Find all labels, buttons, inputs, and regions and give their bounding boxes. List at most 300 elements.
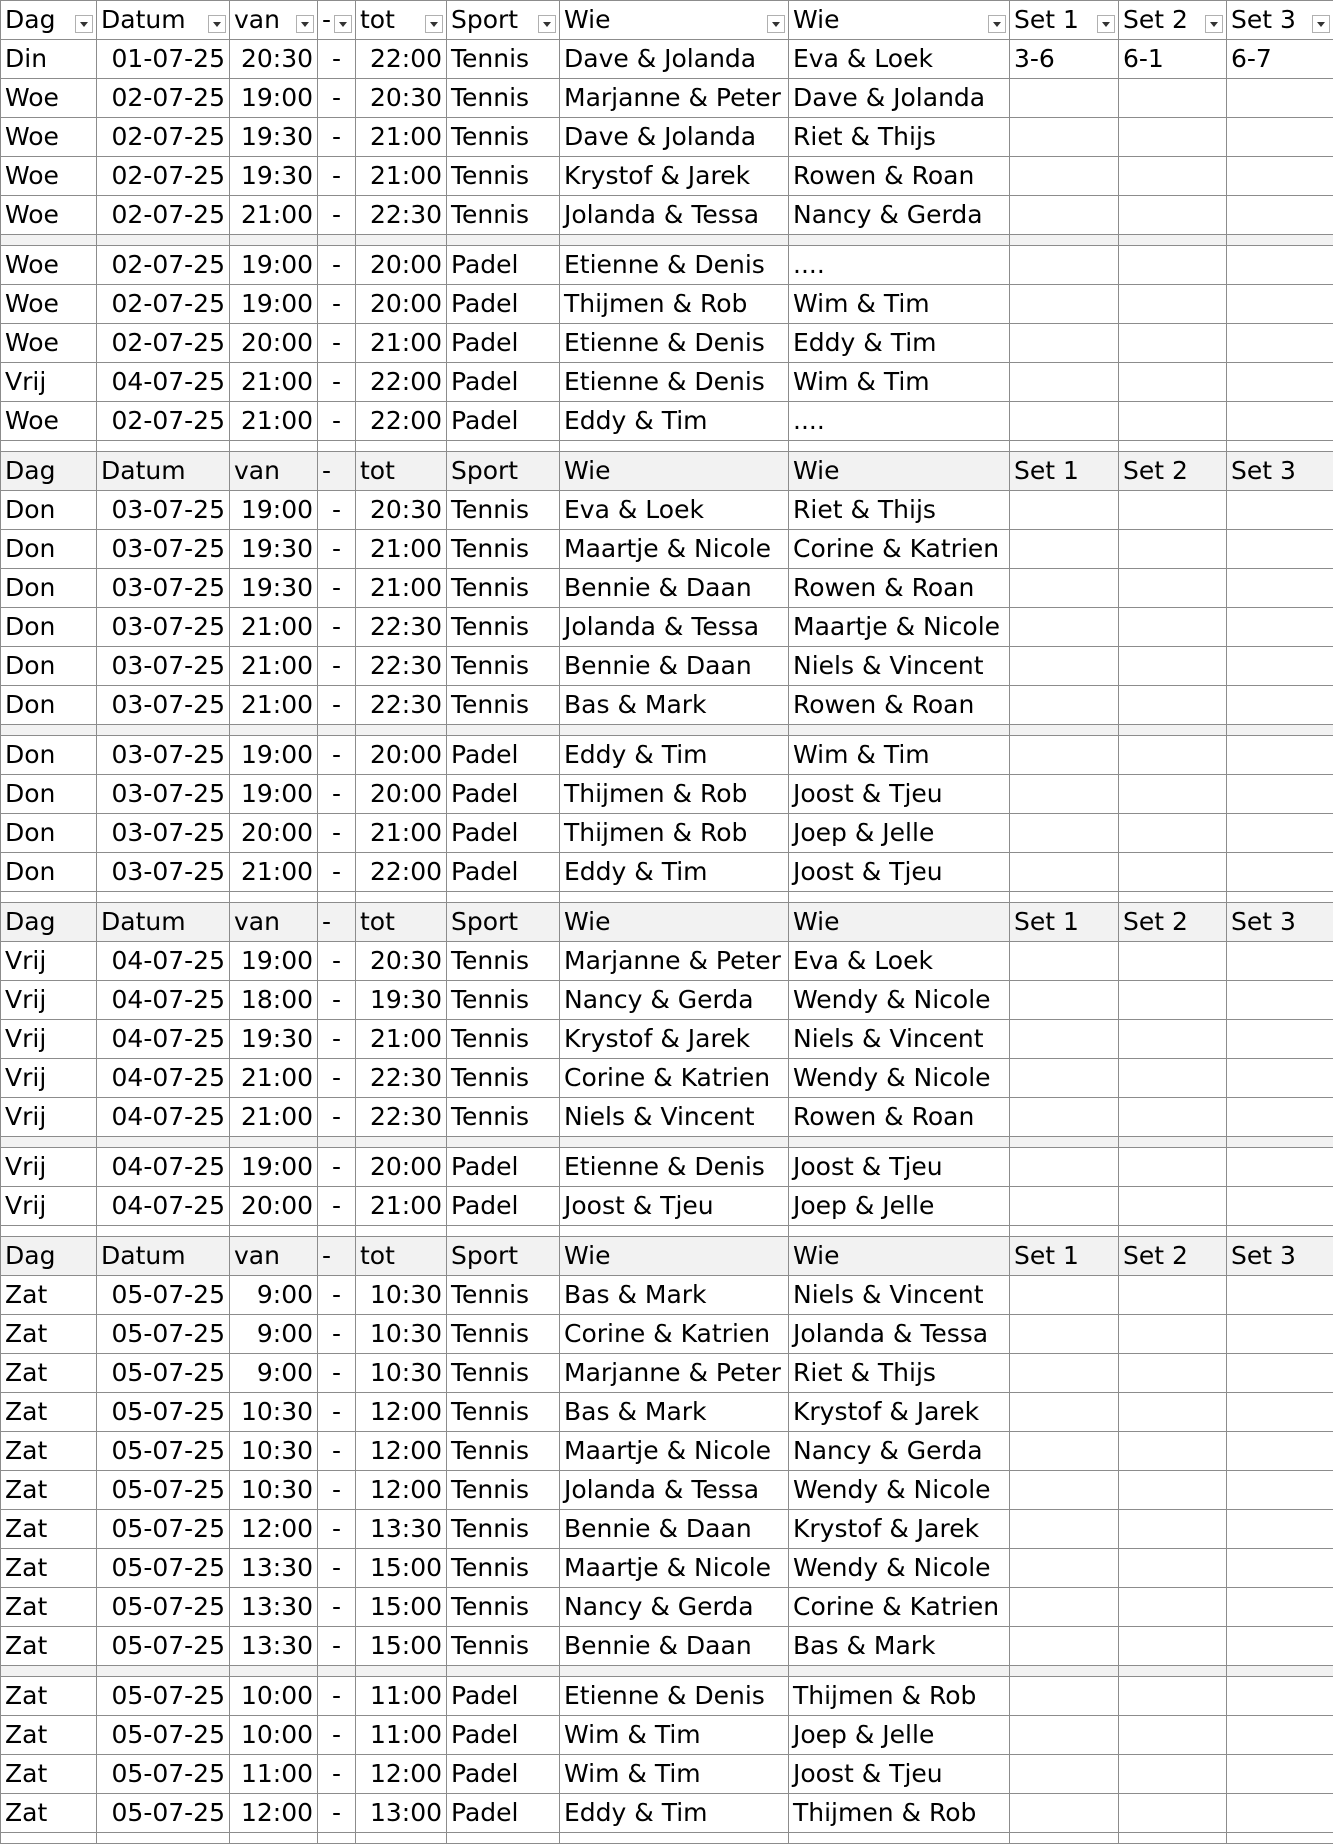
cell-wie-2[interactable]: Rowen & Roan	[789, 1098, 1010, 1137]
cell-wie-1[interactable]: Dave & Jolanda	[560, 40, 789, 79]
cell-dash[interactable]: -	[318, 402, 356, 441]
cell-dash[interactable]: -	[318, 903, 356, 942]
cell-set-1[interactable]	[1010, 1677, 1119, 1716]
cell-van[interactable]: 18:00	[230, 981, 318, 1020]
cell-wie-2[interactable]: Wie	[789, 1, 1010, 40]
cell-set-2[interactable]	[1119, 79, 1227, 118]
cell-dash[interactable]: -	[318, 686, 356, 725]
cell-set-3[interactable]	[1227, 1432, 1333, 1471]
cell-van[interactable]: 19:30	[230, 569, 318, 608]
cell-set-3[interactable]	[1227, 196, 1333, 235]
cell-set-3[interactable]	[1227, 402, 1333, 441]
spacer-cell[interactable]	[1119, 1137, 1227, 1148]
cell-wie-2[interactable]: Joost & Tjeu	[789, 775, 1010, 814]
cell-sport[interactable]: Tennis	[447, 647, 560, 686]
cell-dash[interactable]: -	[318, 157, 356, 196]
spacer-cell[interactable]	[789, 892, 1010, 903]
cell-dag[interactable]: Don	[1, 775, 97, 814]
cell-dash[interactable]: -	[318, 118, 356, 157]
cell-set-1[interactable]	[1010, 1432, 1119, 1471]
cell-van[interactable]: 20:00	[230, 324, 318, 363]
cell-tot[interactable]: 20:00	[356, 246, 447, 285]
cell-sport[interactable]: Tennis	[447, 157, 560, 196]
cell-dash[interactable]: -	[318, 1, 356, 40]
cell-datum[interactable]: 02-07-25	[97, 285, 230, 324]
cell-van[interactable]: 10:00	[230, 1677, 318, 1716]
cell-dash[interactable]: -	[318, 1432, 356, 1471]
cell-set-2[interactable]	[1119, 569, 1227, 608]
cell-datum[interactable]: 03-07-25	[97, 569, 230, 608]
cell-tot[interactable]: 22:00	[356, 853, 447, 892]
cell-set-2[interactable]	[1119, 1148, 1227, 1187]
cell-dash[interactable]: -	[318, 196, 356, 235]
cell-set-2[interactable]	[1119, 647, 1227, 686]
cell-van[interactable]: van	[230, 452, 318, 491]
cell-sport[interactable]: Sport	[447, 903, 560, 942]
cell-set-2[interactable]	[1119, 1187, 1227, 1226]
cell-set-1[interactable]	[1010, 1588, 1119, 1627]
cell-set-1[interactable]	[1010, 608, 1119, 647]
spacer-cell[interactable]	[230, 1666, 318, 1677]
cell-set-3[interactable]	[1227, 1354, 1333, 1393]
cell-wie-1[interactable]: Bennie & Daan	[560, 1627, 789, 1666]
cell-datum[interactable]: 05-07-25	[97, 1354, 230, 1393]
filter-dropdown-icon[interactable]	[1097, 15, 1115, 33]
cell-van[interactable]: 21:00	[230, 196, 318, 235]
cell-dag[interactable]: Zat	[1, 1354, 97, 1393]
cell-set-3[interactable]	[1227, 1627, 1333, 1666]
cell-sport[interactable]: Tennis	[447, 1315, 560, 1354]
cell-wie-2[interactable]: Riet & Thijs	[789, 491, 1010, 530]
filter-dropdown-icon[interactable]	[538, 15, 556, 33]
cell-van[interactable]: 19:00	[230, 285, 318, 324]
cell-van[interactable]: 19:00	[230, 942, 318, 981]
cell-set-3[interactable]	[1227, 1510, 1333, 1549]
cell-datum[interactable]: 04-07-25	[97, 1098, 230, 1137]
cell-set-2[interactable]	[1119, 1393, 1227, 1432]
spacer-cell[interactable]	[789, 1666, 1010, 1677]
cell-sport[interactable]: Tennis	[447, 1432, 560, 1471]
spacer-cell[interactable]	[1, 441, 97, 452]
cell-van[interactable]: 10:00	[230, 1716, 318, 1755]
cell-tot[interactable]: 22:30	[356, 1098, 447, 1137]
cell-set-3[interactable]	[1227, 647, 1333, 686]
cell-dash[interactable]: -	[318, 814, 356, 853]
cell-datum[interactable]: 02-07-25	[97, 324, 230, 363]
cell-dag[interactable]: Zat	[1, 1393, 97, 1432]
cell-datum[interactable]: Datum	[97, 452, 230, 491]
cell-datum[interactable]: 05-07-25	[97, 1315, 230, 1354]
filter-dropdown-icon[interactable]	[75, 15, 93, 33]
cell-wie-2[interactable]: Dave & Jolanda	[789, 79, 1010, 118]
spacer-cell[interactable]	[1227, 1226, 1333, 1237]
cell-dash[interactable]: -	[318, 324, 356, 363]
cell-van[interactable]: 13:30	[230, 1549, 318, 1588]
cell-tot[interactable]: 22:30	[356, 647, 447, 686]
cell-dag[interactable]: Vrij	[1, 1098, 97, 1137]
cell-sport[interactable]: Tennis	[447, 196, 560, 235]
cell-wie-1[interactable]: Corine & Katrien	[560, 1059, 789, 1098]
filter-dropdown-icon[interactable]	[334, 15, 352, 33]
cell-set-1[interactable]	[1010, 1148, 1119, 1187]
cell-dash[interactable]: -	[318, 1627, 356, 1666]
cell-dash[interactable]: -	[318, 1148, 356, 1187]
cell-set-3[interactable]	[1227, 1020, 1333, 1059]
spacer-cell[interactable]	[560, 1137, 789, 1148]
spacer-cell[interactable]	[230, 892, 318, 903]
cell-dash[interactable]: -	[318, 942, 356, 981]
cell-dash[interactable]: -	[318, 452, 356, 491]
cell-set-1[interactable]	[1010, 157, 1119, 196]
cell-wie-2[interactable]: Corine & Katrien	[789, 1588, 1010, 1627]
cell-set-3[interactable]	[1227, 1148, 1333, 1187]
cell-set-2[interactable]	[1119, 1059, 1227, 1098]
cell-set-1[interactable]	[1010, 363, 1119, 402]
cell-wie-2[interactable]: Krystof & Jarek	[789, 1510, 1010, 1549]
spacer-cell[interactable]	[230, 725, 318, 736]
cell-set-3[interactable]	[1227, 1098, 1333, 1137]
cell-datum[interactable]: 03-07-25	[97, 608, 230, 647]
cell-wie-1[interactable]: Eddy & Tim	[560, 402, 789, 441]
cell-van[interactable]: 10:30	[230, 1393, 318, 1432]
cell-datum[interactable]: 05-07-25	[97, 1755, 230, 1794]
cell-tot[interactable]: 12:00	[356, 1393, 447, 1432]
spacer-cell[interactable]	[356, 1666, 447, 1677]
cell-dag[interactable]: Don	[1, 853, 97, 892]
spacer-cell[interactable]	[356, 1833, 447, 1844]
cell-sport[interactable]: Tennis	[447, 942, 560, 981]
cell-van[interactable]: 9:00	[230, 1354, 318, 1393]
filter-dropdown-icon[interactable]	[767, 15, 785, 33]
spacer-cell[interactable]	[97, 1226, 230, 1237]
cell-dag[interactable]: Vrij	[1, 1020, 97, 1059]
cell-datum[interactable]: 04-07-25	[97, 1059, 230, 1098]
cell-sport[interactable]: Tennis	[447, 491, 560, 530]
cell-van[interactable]: 21:00	[230, 363, 318, 402]
cell-set-3[interactable]	[1227, 686, 1333, 725]
spacer-cell[interactable]	[1119, 1666, 1227, 1677]
cell-tot[interactable]: 21:00	[356, 530, 447, 569]
cell-set-2[interactable]	[1119, 1794, 1227, 1833]
cell-dash[interactable]: -	[318, 1059, 356, 1098]
cell-set-2[interactable]	[1119, 1354, 1227, 1393]
cell-dag[interactable]: Zat	[1, 1755, 97, 1794]
cell-wie-1[interactable]: Maartje & Nicole	[560, 1549, 789, 1588]
spacer-cell[interactable]	[560, 1833, 789, 1844]
cell-van[interactable]: 19:00	[230, 1148, 318, 1187]
cell-wie-1[interactable]: Thijmen & Rob	[560, 285, 789, 324]
spacer-cell[interactable]	[789, 1833, 1010, 1844]
spacer-cell[interactable]	[447, 441, 560, 452]
cell-dash[interactable]: -	[318, 79, 356, 118]
cell-datum[interactable]: 05-07-25	[97, 1716, 230, 1755]
cell-set-3[interactable]: Set 3	[1227, 1237, 1333, 1276]
cell-set-3[interactable]: 6-7	[1227, 40, 1333, 79]
cell-set-2[interactable]	[1119, 1471, 1227, 1510]
cell-datum[interactable]: 03-07-25	[97, 736, 230, 775]
cell-tot[interactable]: 20:00	[356, 285, 447, 324]
cell-wie-2[interactable]: Wie	[789, 903, 1010, 942]
cell-wie-2[interactable]: Riet & Thijs	[789, 118, 1010, 157]
cell-sport[interactable]: Tennis	[447, 1276, 560, 1315]
cell-datum[interactable]: 05-07-25	[97, 1588, 230, 1627]
cell-van[interactable]: 21:00	[230, 402, 318, 441]
cell-wie-1[interactable]: Etienne & Denis	[560, 246, 789, 285]
cell-van[interactable]: 12:00	[230, 1510, 318, 1549]
cell-set-1[interactable]: Set 1	[1010, 1, 1119, 40]
cell-dag[interactable]: Zat	[1, 1716, 97, 1755]
cell-wie-1[interactable]: Etienne & Denis	[560, 1677, 789, 1716]
cell-van[interactable]: 20:30	[230, 40, 318, 79]
cell-wie-2[interactable]: Eva & Loek	[789, 40, 1010, 79]
cell-set-2[interactable]	[1119, 1716, 1227, 1755]
cell-tot[interactable]: 10:30	[356, 1315, 447, 1354]
spacer-cell[interactable]	[447, 1666, 560, 1677]
cell-wie-1[interactable]: Corine & Katrien	[560, 1315, 789, 1354]
spacer-cell[interactable]	[1227, 1833, 1333, 1844]
cell-set-2[interactable]	[1119, 530, 1227, 569]
cell-wie-1[interactable]: Joost & Tjeu	[560, 1187, 789, 1226]
cell-sport[interactable]: Padel	[447, 1148, 560, 1187]
cell-wie-2[interactable]: Wendy & Nicole	[789, 1471, 1010, 1510]
cell-set-1[interactable]	[1010, 1098, 1119, 1137]
cell-dash[interactable]: -	[318, 1020, 356, 1059]
cell-set-3[interactable]	[1227, 1276, 1333, 1315]
cell-van[interactable]: 10:30	[230, 1471, 318, 1510]
cell-wie-1[interactable]: Bennie & Daan	[560, 569, 789, 608]
cell-dash[interactable]: -	[318, 1315, 356, 1354]
cell-wie-2[interactable]: ....	[789, 402, 1010, 441]
cell-datum[interactable]: 05-07-25	[97, 1510, 230, 1549]
cell-dash[interactable]: -	[318, 491, 356, 530]
spacer-cell[interactable]	[97, 235, 230, 246]
cell-set-1[interactable]	[1010, 1315, 1119, 1354]
cell-set-2[interactable]	[1119, 1098, 1227, 1137]
cell-wie-1[interactable]: Wie	[560, 1, 789, 40]
cell-set-1[interactable]	[1010, 1549, 1119, 1588]
spacer-cell[interactable]	[789, 1137, 1010, 1148]
cell-tot[interactable]: 22:30	[356, 686, 447, 725]
spacer-cell[interactable]	[560, 1226, 789, 1237]
cell-sport[interactable]: Padel	[447, 853, 560, 892]
cell-wie-1[interactable]: Bennie & Daan	[560, 647, 789, 686]
cell-tot[interactable]: tot	[356, 452, 447, 491]
spacer-cell[interactable]	[356, 1226, 447, 1237]
cell-wie-2[interactable]: Joost & Tjeu	[789, 1755, 1010, 1794]
cell-dag[interactable]: Woe	[1, 402, 97, 441]
cell-sport[interactable]: Tennis	[447, 40, 560, 79]
spacer-cell[interactable]	[230, 1833, 318, 1844]
cell-tot[interactable]: 20:00	[356, 736, 447, 775]
cell-set-2[interactable]	[1119, 608, 1227, 647]
spacer-cell[interactable]	[1010, 1137, 1119, 1148]
spacer-cell[interactable]	[560, 235, 789, 246]
spacer-cell[interactable]	[230, 1226, 318, 1237]
cell-wie-1[interactable]: Maartje & Nicole	[560, 1432, 789, 1471]
cell-wie-1[interactable]: Wie	[560, 1237, 789, 1276]
cell-datum[interactable]: 04-07-25	[97, 981, 230, 1020]
spacer-cell[interactable]	[356, 725, 447, 736]
cell-dag[interactable]: Zat	[1, 1677, 97, 1716]
cell-set-3[interactable]	[1227, 118, 1333, 157]
cell-wie-1[interactable]: Jolanda & Tessa	[560, 196, 789, 235]
cell-datum[interactable]: Datum	[97, 903, 230, 942]
cell-wie-1[interactable]: Marjanne & Peter	[560, 1354, 789, 1393]
cell-dash[interactable]: -	[318, 285, 356, 324]
cell-set-2[interactable]	[1119, 246, 1227, 285]
cell-set-1[interactable]	[1010, 1471, 1119, 1510]
cell-datum[interactable]: 04-07-25	[97, 1187, 230, 1226]
cell-set-3[interactable]: Set 3	[1227, 1, 1333, 40]
cell-dash[interactable]: -	[318, 1187, 356, 1226]
cell-wie-2[interactable]: Thijmen & Rob	[789, 1794, 1010, 1833]
cell-sport[interactable]: Padel	[447, 1187, 560, 1226]
cell-sport[interactable]: Tennis	[447, 608, 560, 647]
cell-van[interactable]: 21:00	[230, 1059, 318, 1098]
spacer-cell[interactable]	[1, 1137, 97, 1148]
cell-wie-1[interactable]: Eva & Loek	[560, 491, 789, 530]
cell-wie-1[interactable]: Wim & Tim	[560, 1716, 789, 1755]
cell-dag[interactable]: Woe	[1, 246, 97, 285]
cell-set-1[interactable]	[1010, 981, 1119, 1020]
cell-dash[interactable]: -	[318, 775, 356, 814]
cell-tot[interactable]: 22:00	[356, 363, 447, 402]
cell-sport[interactable]: Tennis	[447, 1354, 560, 1393]
cell-sport[interactable]: Tennis	[447, 686, 560, 725]
cell-set-3[interactable]	[1227, 814, 1333, 853]
cell-datum[interactable]: 02-07-25	[97, 79, 230, 118]
cell-datum[interactable]: 05-07-25	[97, 1276, 230, 1315]
cell-set-2[interactable]	[1119, 1510, 1227, 1549]
cell-tot[interactable]: 15:00	[356, 1549, 447, 1588]
cell-set-1[interactable]	[1010, 1354, 1119, 1393]
cell-set-3[interactable]	[1227, 569, 1333, 608]
cell-van[interactable]: 13:30	[230, 1627, 318, 1666]
cell-set-3[interactable]	[1227, 1393, 1333, 1432]
cell-tot[interactable]: 21:00	[356, 569, 447, 608]
cell-datum[interactable]: 02-07-25	[97, 246, 230, 285]
cell-datum[interactable]: 03-07-25	[97, 853, 230, 892]
cell-set-2[interactable]: 6-1	[1119, 40, 1227, 79]
cell-sport[interactable]: Tennis	[447, 1471, 560, 1510]
cell-dag[interactable]: Vrij	[1, 1148, 97, 1187]
cell-wie-1[interactable]: Wie	[560, 452, 789, 491]
cell-set-1[interactable]	[1010, 686, 1119, 725]
spacer-cell[interactable]	[356, 441, 447, 452]
cell-wie-2[interactable]: Wim & Tim	[789, 285, 1010, 324]
spacer-cell[interactable]	[1, 892, 97, 903]
cell-set-1[interactable]: Set 1	[1010, 1237, 1119, 1276]
spacer-cell[interactable]	[447, 725, 560, 736]
cell-wie-2[interactable]: ....	[789, 246, 1010, 285]
cell-set-3[interactable]	[1227, 853, 1333, 892]
spacer-cell[interactable]	[1, 1833, 97, 1844]
cell-dag[interactable]: Vrij	[1, 1059, 97, 1098]
cell-van[interactable]: 19:30	[230, 530, 318, 569]
cell-dash[interactable]: -	[318, 1794, 356, 1833]
cell-tot[interactable]: 20:30	[356, 79, 447, 118]
cell-sport[interactable]: Sport	[447, 1, 560, 40]
spacer-cell[interactable]	[318, 892, 356, 903]
cell-set-1[interactable]	[1010, 1627, 1119, 1666]
cell-dag[interactable]: Zat	[1, 1276, 97, 1315]
spacer-cell[interactable]	[318, 1137, 356, 1148]
filter-dropdown-icon[interactable]	[1205, 15, 1223, 33]
cell-wie-1[interactable]: Thijmen & Rob	[560, 775, 789, 814]
cell-van[interactable]: 19:30	[230, 118, 318, 157]
spacer-cell[interactable]	[97, 892, 230, 903]
cell-wie-2[interactable]: Riet & Thijs	[789, 1354, 1010, 1393]
cell-sport[interactable]: Padel	[447, 1794, 560, 1833]
cell-sport[interactable]: Padel	[447, 1755, 560, 1794]
spacer-cell[interactable]	[1, 235, 97, 246]
cell-tot[interactable]: 12:00	[356, 1471, 447, 1510]
cell-set-2[interactable]	[1119, 491, 1227, 530]
cell-sport[interactable]: Padel	[447, 1716, 560, 1755]
cell-sport[interactable]: Padel	[447, 736, 560, 775]
cell-set-3[interactable]	[1227, 79, 1333, 118]
cell-van[interactable]: 19:00	[230, 246, 318, 285]
cell-wie-1[interactable]: Maartje & Nicole	[560, 530, 789, 569]
cell-van[interactable]: 21:00	[230, 1098, 318, 1137]
cell-van[interactable]: 19:00	[230, 79, 318, 118]
filter-dropdown-icon[interactable]	[425, 15, 443, 33]
cell-tot[interactable]: tot	[356, 903, 447, 942]
cell-set-1[interactable]	[1010, 736, 1119, 775]
cell-set-1[interactable]	[1010, 1020, 1119, 1059]
cell-set-1[interactable]	[1010, 1276, 1119, 1315]
cell-sport[interactable]: Tennis	[447, 1510, 560, 1549]
cell-datum[interactable]: 03-07-25	[97, 775, 230, 814]
cell-van[interactable]: 9:00	[230, 1276, 318, 1315]
cell-sport[interactable]: Tennis	[447, 1549, 560, 1588]
cell-dash[interactable]: -	[318, 1510, 356, 1549]
cell-sport[interactable]: Padel	[447, 402, 560, 441]
cell-set-3[interactable]	[1227, 363, 1333, 402]
cell-wie-1[interactable]: Etienne & Denis	[560, 324, 789, 363]
cell-tot[interactable]: 21:00	[356, 157, 447, 196]
cell-tot[interactable]: 10:30	[356, 1354, 447, 1393]
cell-van[interactable]: 12:00	[230, 1794, 318, 1833]
cell-wie-1[interactable]: Krystof & Jarek	[560, 1020, 789, 1059]
cell-datum[interactable]: 05-07-25	[97, 1471, 230, 1510]
cell-tot[interactable]: 12:00	[356, 1432, 447, 1471]
cell-wie-2[interactable]: Wendy & Nicole	[789, 981, 1010, 1020]
cell-set-2[interactable]	[1119, 736, 1227, 775]
cell-set-2[interactable]	[1119, 118, 1227, 157]
spacer-cell[interactable]	[97, 1666, 230, 1677]
cell-datum[interactable]: 05-07-25	[97, 1549, 230, 1588]
cell-tot[interactable]: 22:00	[356, 40, 447, 79]
cell-wie-2[interactable]: Krystof & Jarek	[789, 1393, 1010, 1432]
spacer-cell[interactable]	[447, 1226, 560, 1237]
cell-set-2[interactable]	[1119, 981, 1227, 1020]
spacer-cell[interactable]	[230, 441, 318, 452]
cell-set-1[interactable]	[1010, 402, 1119, 441]
cell-van[interactable]: van	[230, 903, 318, 942]
cell-wie-2[interactable]: Joep & Jelle	[789, 1716, 1010, 1755]
cell-set-1[interactable]: Set 1	[1010, 903, 1119, 942]
cell-set-3[interactable]	[1227, 1471, 1333, 1510]
cell-wie-2[interactable]: Niels & Vincent	[789, 1276, 1010, 1315]
cell-set-2[interactable]	[1119, 775, 1227, 814]
cell-sport[interactable]: Tennis	[447, 1020, 560, 1059]
filter-dropdown-icon[interactable]	[988, 15, 1006, 33]
cell-tot[interactable]: 22:30	[356, 196, 447, 235]
cell-set-1[interactable]	[1010, 775, 1119, 814]
cell-van[interactable]: 21:00	[230, 686, 318, 725]
cell-van[interactable]: 20:00	[230, 814, 318, 853]
